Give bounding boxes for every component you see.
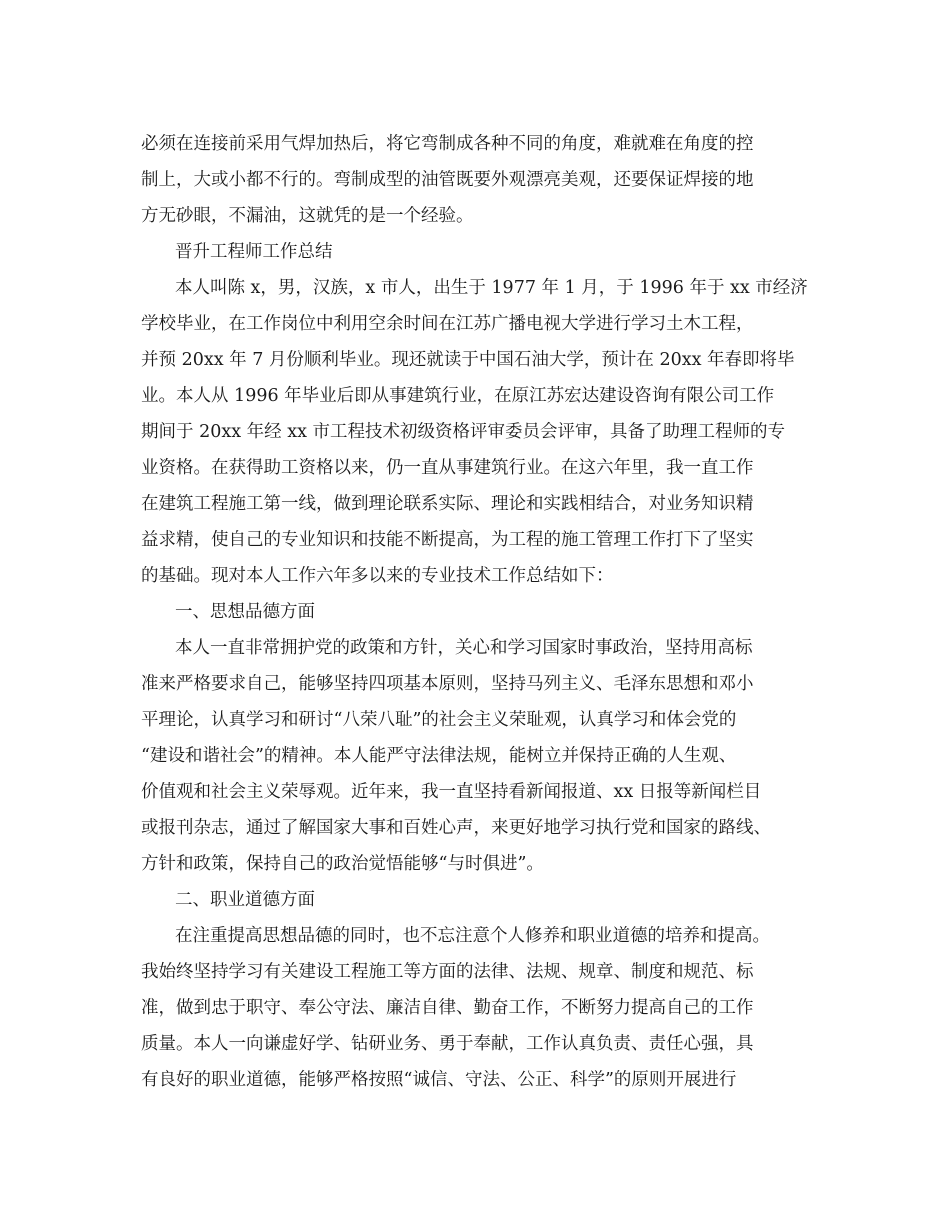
text-line: 准，做到忠于职守、奉公守法、廉洁自律、勤奋工作，不断努力提高自己的工作 — [141, 998, 754, 1018]
text-line: 并预 20xx 年 7 月份顺利毕业。现还就读于中国石油大学，预计在 20xx 年春即将毕 — [141, 350, 795, 370]
text-line: 方针和政策，保持自己的政治觉悟能够“与时俱进”。 — [141, 854, 544, 874]
text-line: 我始终坚持学习有关建设工程施工等方面的法律、法规、规章、制度和规范、标 — [141, 962, 754, 982]
text-line: 价值观和社会主义荣辱观。近年来，我一直坚持看新闻报道、xx 日报等新闻栏目 — [141, 782, 762, 802]
text-line: 二、职业道德方面 — [175, 890, 315, 910]
text-line: 质量。本人一向谦虚好学、钻研业务、勇于奉献，工作认真负责、责任心强，具 — [141, 1034, 754, 1054]
text-line: 方无砂眼，不漏油，这就凭的是一个经验。 — [141, 206, 474, 226]
text-line: 的基础。现对本人工作六年多以来的专业技术工作总结如下： — [141, 566, 614, 586]
text-line: 平理论，认真学习和研讨“八荣八耻”的社会主义荣耻观，认真学习和体会党的 — [141, 710, 737, 730]
text-line: 本人叫陈 x，男，汉族，x 市人，出生于 1977 年 1 月，于 1996 年于 xx 市经济 — [175, 278, 808, 298]
text-line: 或报刊杂志，通过了解国家大事和百姓心声，来更好地学习执行党和国家的路线、 — [141, 818, 771, 838]
text-line: 必须在连接前采用气焊加热后，将它弯制成各种不同的角度，难就难在角度的控 — [141, 134, 754, 154]
text-line: 本人一直非常拥护党的政策和方针，关心和学习国家时事政治，坚持用高标 — [175, 638, 753, 658]
document-body — [141, 126, 811, 1098]
text-line: 业。本人从 1996 年毕业后即从事建筑行业，在原江苏宏达建设咨询有限公司工作 — [141, 386, 775, 406]
text-line: 学校毕业，在工作岗位中利用空余时间在江苏广播电视大学进行学习土木工程， — [141, 314, 754, 334]
text-line: 一、思想品德方面 — [175, 602, 315, 622]
text-line: 期间于 20xx 年经 xx 市工程技术初级资格评审委员会评审，具备了助理工程师的专 — [141, 422, 785, 442]
text-line: 制上，大或小都不行的。弯制成型的油管既要外观漂亮美观，还要保证焊接的地 — [141, 170, 754, 190]
text-line: 有良好的职业道德，能够严格按照“诚信、守法、公正、科学”的原则开展进行 — [141, 1070, 737, 1090]
text-line: 准来严格要求自己，能够坚持四项基本原则，坚持马列主义、毛泽东思想和邓小 — [141, 674, 754, 694]
text-line: 晋升工程师工作总结 — [175, 242, 333, 262]
text-line: 益求精，使自己的专业知识和技能不断提高，为工程的施工管理工作打下了坚实 — [141, 530, 754, 550]
text-line: 在建筑工程施工第一线，做到理论联系实际、理论和实践相结合，对业务知识精 — [141, 494, 754, 514]
text-line: “建设和谐社会”的精神。本人能严守法律法规，能树立并保持正确的人生观、 — [141, 746, 737, 766]
text-line: 业资格。在获得助工资格以来，仍一直从事建筑行业。在这六年里，我一直工作 — [141, 458, 754, 478]
text-line: 在注重提高思想品德的同时，也不忘注意个人修养和职业道德的培养和提高。 — [175, 926, 770, 946]
